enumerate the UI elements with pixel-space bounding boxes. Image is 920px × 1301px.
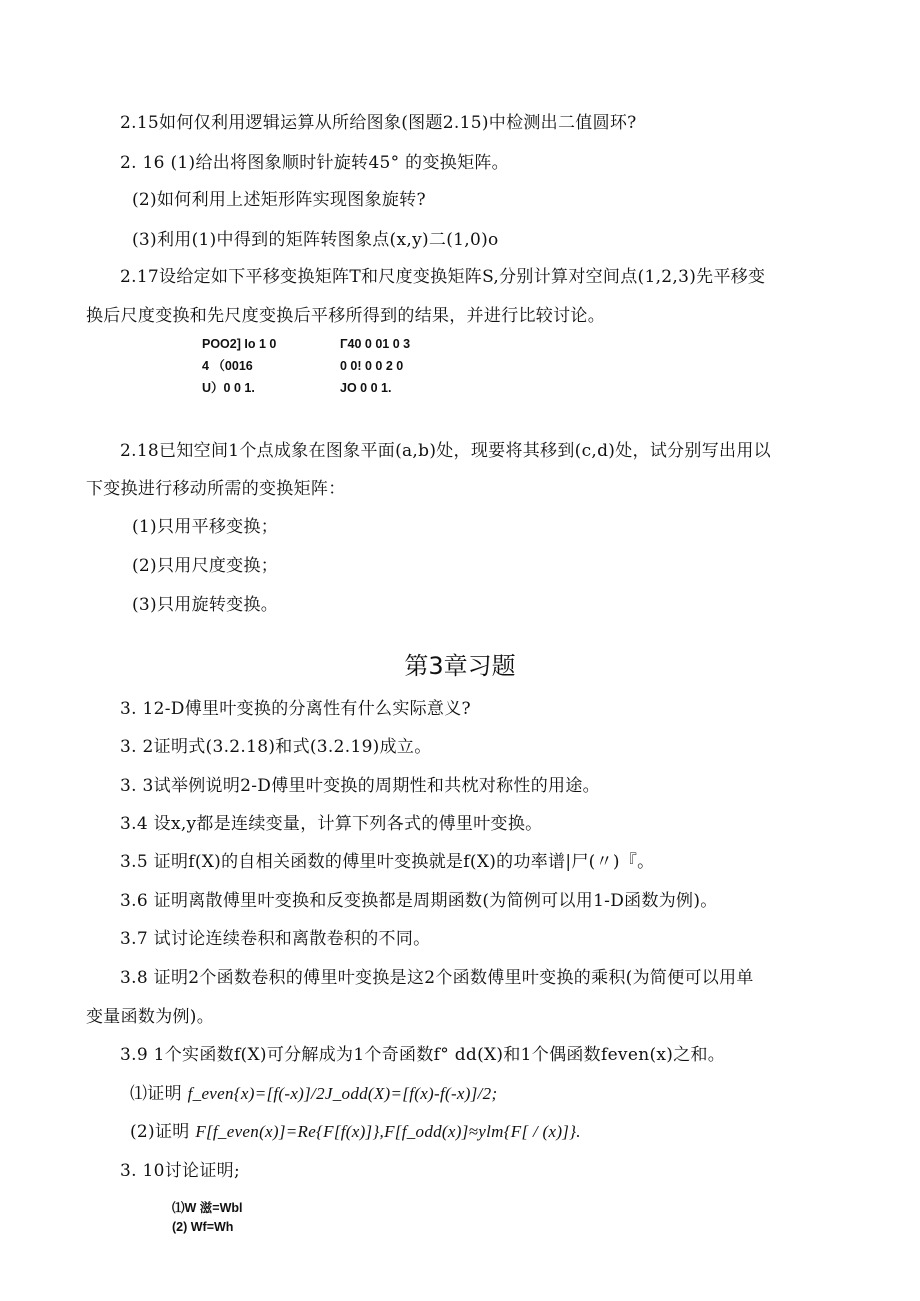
p3-8-line2: 变量函数为例)。 (86, 1007, 215, 1027)
p3-4: 3.4 设x,y都是连续变量，计算下列各式的傅里叶变换。 (120, 814, 543, 834)
p3-5: 3.5 证明f(X)的自相关函数的傅里叶变换就是f(X)的功率谱|尸(〃)『。 (120, 852, 655, 872)
p2-18-line2: 下变换进行移动所需的变换矩阵： (86, 479, 346, 499)
p3-9-1-label: ⑴证明 (130, 1084, 182, 1104)
p3-9-2-label: (2)证明 (130, 1122, 190, 1142)
p3-3: 3. 3试举例说明2-D傅里叶变换的周期性和共枕对称性的用途。 (120, 776, 600, 796)
p3-10-1: ⑴W 滋=Wbl (172, 1201, 243, 1215)
matrix-t-row: 4 （0016 (202, 359, 253, 373)
p2-18-line1: 2.18已知空间1个点成象在图象平面(a,b)处，现要将其移到(c,d)处，试分别写出用以 (120, 441, 771, 461)
p2-18-2: (2)只用尺度变换； (132, 556, 279, 576)
p2-17-line1: 2.17设给定如下平移变换矩阵T和尺度变换矩阵S,分别计算对空间点(1,2,3)先平移变 (120, 267, 766, 287)
p2-16: 2. 16 (1)给出将图象顺时针旋转45° 的变换矩阵。 (120, 153, 509, 173)
matrix-t-row: U）0 0 1. (202, 381, 255, 395)
matrix-t (202, 336, 276, 402)
p3-8-line1: 3.8 证明2个函数卷积的傅里叶变换是这2个函数傅里叶变换的乘积(为简便可以用单 (120, 968, 754, 988)
p3-9-2-formula: F[f_even(x)]=Re{F[f(x)]},F[f_odd(x)]≈ylm{F[ / (x)]}. (195, 1122, 581, 1141)
p3-9: 3.9 1个实函数f(X)可分解成为1个奇函数f° dd(X)和1个偶函数feven(x)之和。 (120, 1045, 726, 1065)
p3-10: 3. 10讨论证明; (120, 1161, 240, 1181)
p3-6: 3.6 证明离散傅里叶变换和反变换都是周期函数(为简例可以用1-D函数为例)。 (120, 891, 718, 911)
p2-15: 2.15如何仅利用逻辑运算从所给图象(图题2.15)中检测出二值圆环? (120, 113, 637, 133)
p2-18-3: (3)只用旋转变换。 (132, 595, 279, 615)
chapter-heading: 第3章习题 (404, 652, 516, 680)
matrix-t-row: POO2] Io 1 0 (202, 337, 277, 351)
matrix-s-row: JO 0 0 1. (340, 381, 392, 395)
matrix-s-row: 0 0! 0 0 2 0 (340, 359, 404, 373)
matrix-s-row: Γ40 0 01 0 3 (340, 337, 411, 351)
p2-16-2: (2)如何利用上述矩形阵实现图象旋转? (132, 190, 426, 210)
p3-7: 3.7 试讨论连续卷积和离散卷积的不同。 (120, 929, 431, 949)
p2-16-3: (3)利用(1)中得到的矩阵转图象点(x,y)二(1,0)o (132, 230, 499, 250)
p2-18-1: (1)只用平移变换； (132, 517, 279, 537)
p3-10-2: (2) Wf=Wh (172, 1220, 234, 1234)
p3-9-1 (130, 1083, 497, 1105)
p3-2: 3. 2证明式(3.2.18)和式(3.2.19)成立。 (120, 737, 432, 757)
p2-17-line2: 换后尺度变换和先尺度变换后平移所得到的结果，并进行比较讨论。 (86, 306, 605, 326)
p3-1: 3. 12-D傅里叶变换的分离性有什么实际意义? (120, 699, 471, 719)
matrix-s (340, 336, 410, 402)
p3-9-1-formula: f_even{x)=[f(-x)]/2J_odd(X)=[f(x)-f(-x)]/2; (187, 1084, 498, 1103)
p3-9-2 (130, 1121, 581, 1143)
